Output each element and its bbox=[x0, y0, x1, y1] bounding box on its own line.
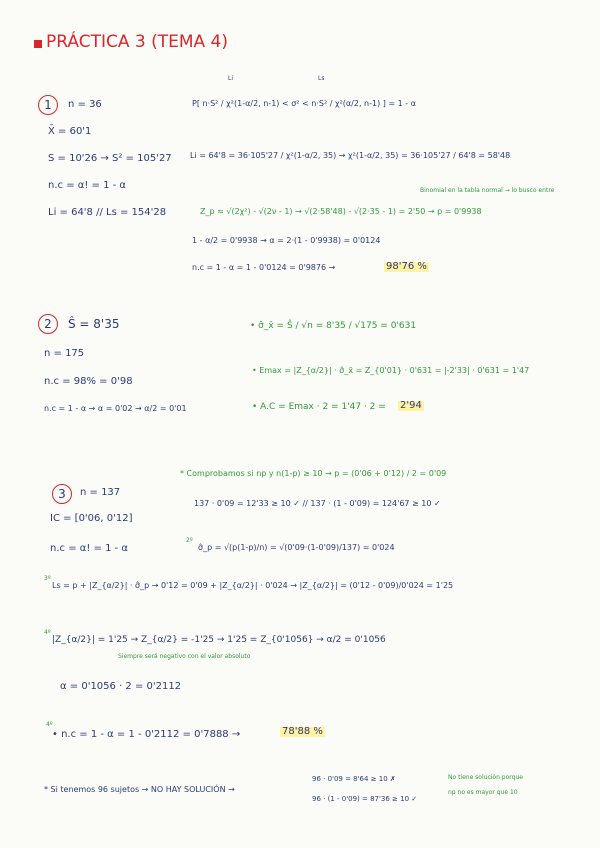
p1-answer: 98'76 % bbox=[386, 261, 427, 272]
p3-step2-label: 2º bbox=[186, 537, 193, 544]
p3-note: Siempre será negativo con el valor absoluto bbox=[118, 653, 251, 660]
p3-answer: 78'88 % bbox=[282, 726, 323, 737]
p3-final-b: 96 · (1 - 0'09) = 87'36 ≥ 10 ✓ bbox=[312, 795, 418, 803]
problem-2-number: 2 bbox=[38, 314, 58, 334]
p3-nc: n.c = α! = 1 - α bbox=[50, 543, 129, 554]
p3-check2: 137 · 0'09 = 12'33 ≥ 10 ✓ // 137 · (1 - 0'09) = 124'67 ≥ 10 ✓ bbox=[194, 499, 441, 508]
p3-step4-label: 4º bbox=[44, 629, 51, 636]
p1-step2: Z_p ≈ √(2χ²) - √(2ν - 1) → √(2·58'48) - √(2·35 - 1) = 2'50 → p = 0'9938 bbox=[200, 207, 482, 216]
p3-final-a: 96 · 0'09 = 8'64 ≥ 10 ✗ bbox=[312, 775, 396, 783]
p3-step2: σ̂_p = √(p(1-p)/n) = √(0'09·(1-0'09)/137) = 0'024 bbox=[198, 543, 395, 552]
p3-final-note1: No tiene solución porque bbox=[448, 774, 523, 781]
p2-n: n = 175 bbox=[44, 348, 85, 359]
p3-final: * Si tenemos 96 sujetos → NO HAY SOLUCIÓN → bbox=[44, 785, 235, 794]
p1-n: n = 36 bbox=[68, 99, 102, 110]
problem-1-number: 1 bbox=[38, 95, 58, 115]
p3-ic: IC = [0'06, 0'12] bbox=[50, 513, 133, 524]
p3-step3: Ls = p + |Z_{α/2}| · σ̂_p → 0'12 = 0'09 + |Z_{α/2}| · 0'024 → |Z_{α/2}| = (0'12 - 0'09)/0'024 = 1'25 bbox=[52, 581, 454, 590]
p3-check: * Comprobamos si np y n(1-p) ≥ 10 → p = (0'06 + 0'12) / 2 = 0'09 bbox=[180, 469, 447, 478]
p2-step3: • A.C = Emax · 2 = 1'47 · 2 = bbox=[252, 402, 386, 412]
problem-3-number: 3 bbox=[52, 484, 72, 504]
p3-alpha: α = 0'1056 · 2 = 0'2112 bbox=[60, 681, 182, 692]
p1-limits: Li = 64'8 // Ls = 154'28 bbox=[48, 207, 167, 218]
title-bullet bbox=[34, 40, 42, 48]
p2-nc: n.c = 98% = 0'98 bbox=[44, 376, 133, 387]
p3-step4: |Z_{α/2}| = 1'25 → Z_{α/2} = -1'25 → 1'25 = Z_{0'1056} → α/2 = 0'1056 bbox=[52, 635, 386, 645]
p1-step4: n.c = 1 - α = 1 - 0'0124 = 0'9876 → bbox=[192, 263, 336, 272]
p3-final-note2: np no es mayor que 10 bbox=[448, 789, 518, 796]
p1-step1: Li = 64'8 = 36·105'27 / χ²(1-α/2, 35) → χ²(1-α/2, 35) = 36·105'27 / 64'8 = 58'48 bbox=[190, 151, 511, 160]
p2-answer: 2'94 bbox=[400, 400, 422, 411]
p1-nc: n.c = α! = 1 - α bbox=[48, 180, 127, 191]
p1-annotation: Binomial en la tabla normal → lo busco entre bbox=[420, 187, 555, 194]
p3-step5-label: 4º bbox=[46, 721, 53, 728]
p1-li-label: Li bbox=[228, 75, 234, 82]
p2-step1: • σ̂_x̄ = Ŝ / √n = 8'35 / √175 = 0'631 bbox=[250, 321, 417, 331]
p3-n: n = 137 bbox=[80, 487, 121, 498]
p2-s-hat: Ŝ = 8'35 bbox=[68, 317, 120, 331]
p1-step3: 1 - α/2 = 0'9938 → α = 2·(1 - 0'9938) = 0'0124 bbox=[192, 236, 381, 245]
p2-alpha: n.c = 1 - α → α = 0'02 → α/2 = 0'01 bbox=[44, 404, 187, 413]
p1-s: S = 10'26 → S² = 105'27 bbox=[48, 153, 172, 164]
p1-mean: X̄ = 60'1 bbox=[48, 126, 92, 137]
page-title: PRÁCTICA 3 (TEMA 4) bbox=[46, 32, 229, 52]
p1-ls-label: Ls bbox=[318, 75, 325, 82]
p3-step3-label: 3º bbox=[44, 575, 51, 582]
p2-step2: • Emax = |Z_{α/2}| · σ̂_x̄ = Z_{0'01} · 0'631 = |-2'33| · 0'631 = 1'47 bbox=[252, 366, 530, 375]
p3-step5: • n.c = 1 - α = 1 - 0'2112 = 0'7888 → bbox=[52, 729, 241, 740]
p1-prob-formula: P[ n·S² / χ²(1-α/2, n-1) < σ² < n·S² / χ²(α/2, n-1) ] = 1 - α bbox=[192, 99, 416, 108]
